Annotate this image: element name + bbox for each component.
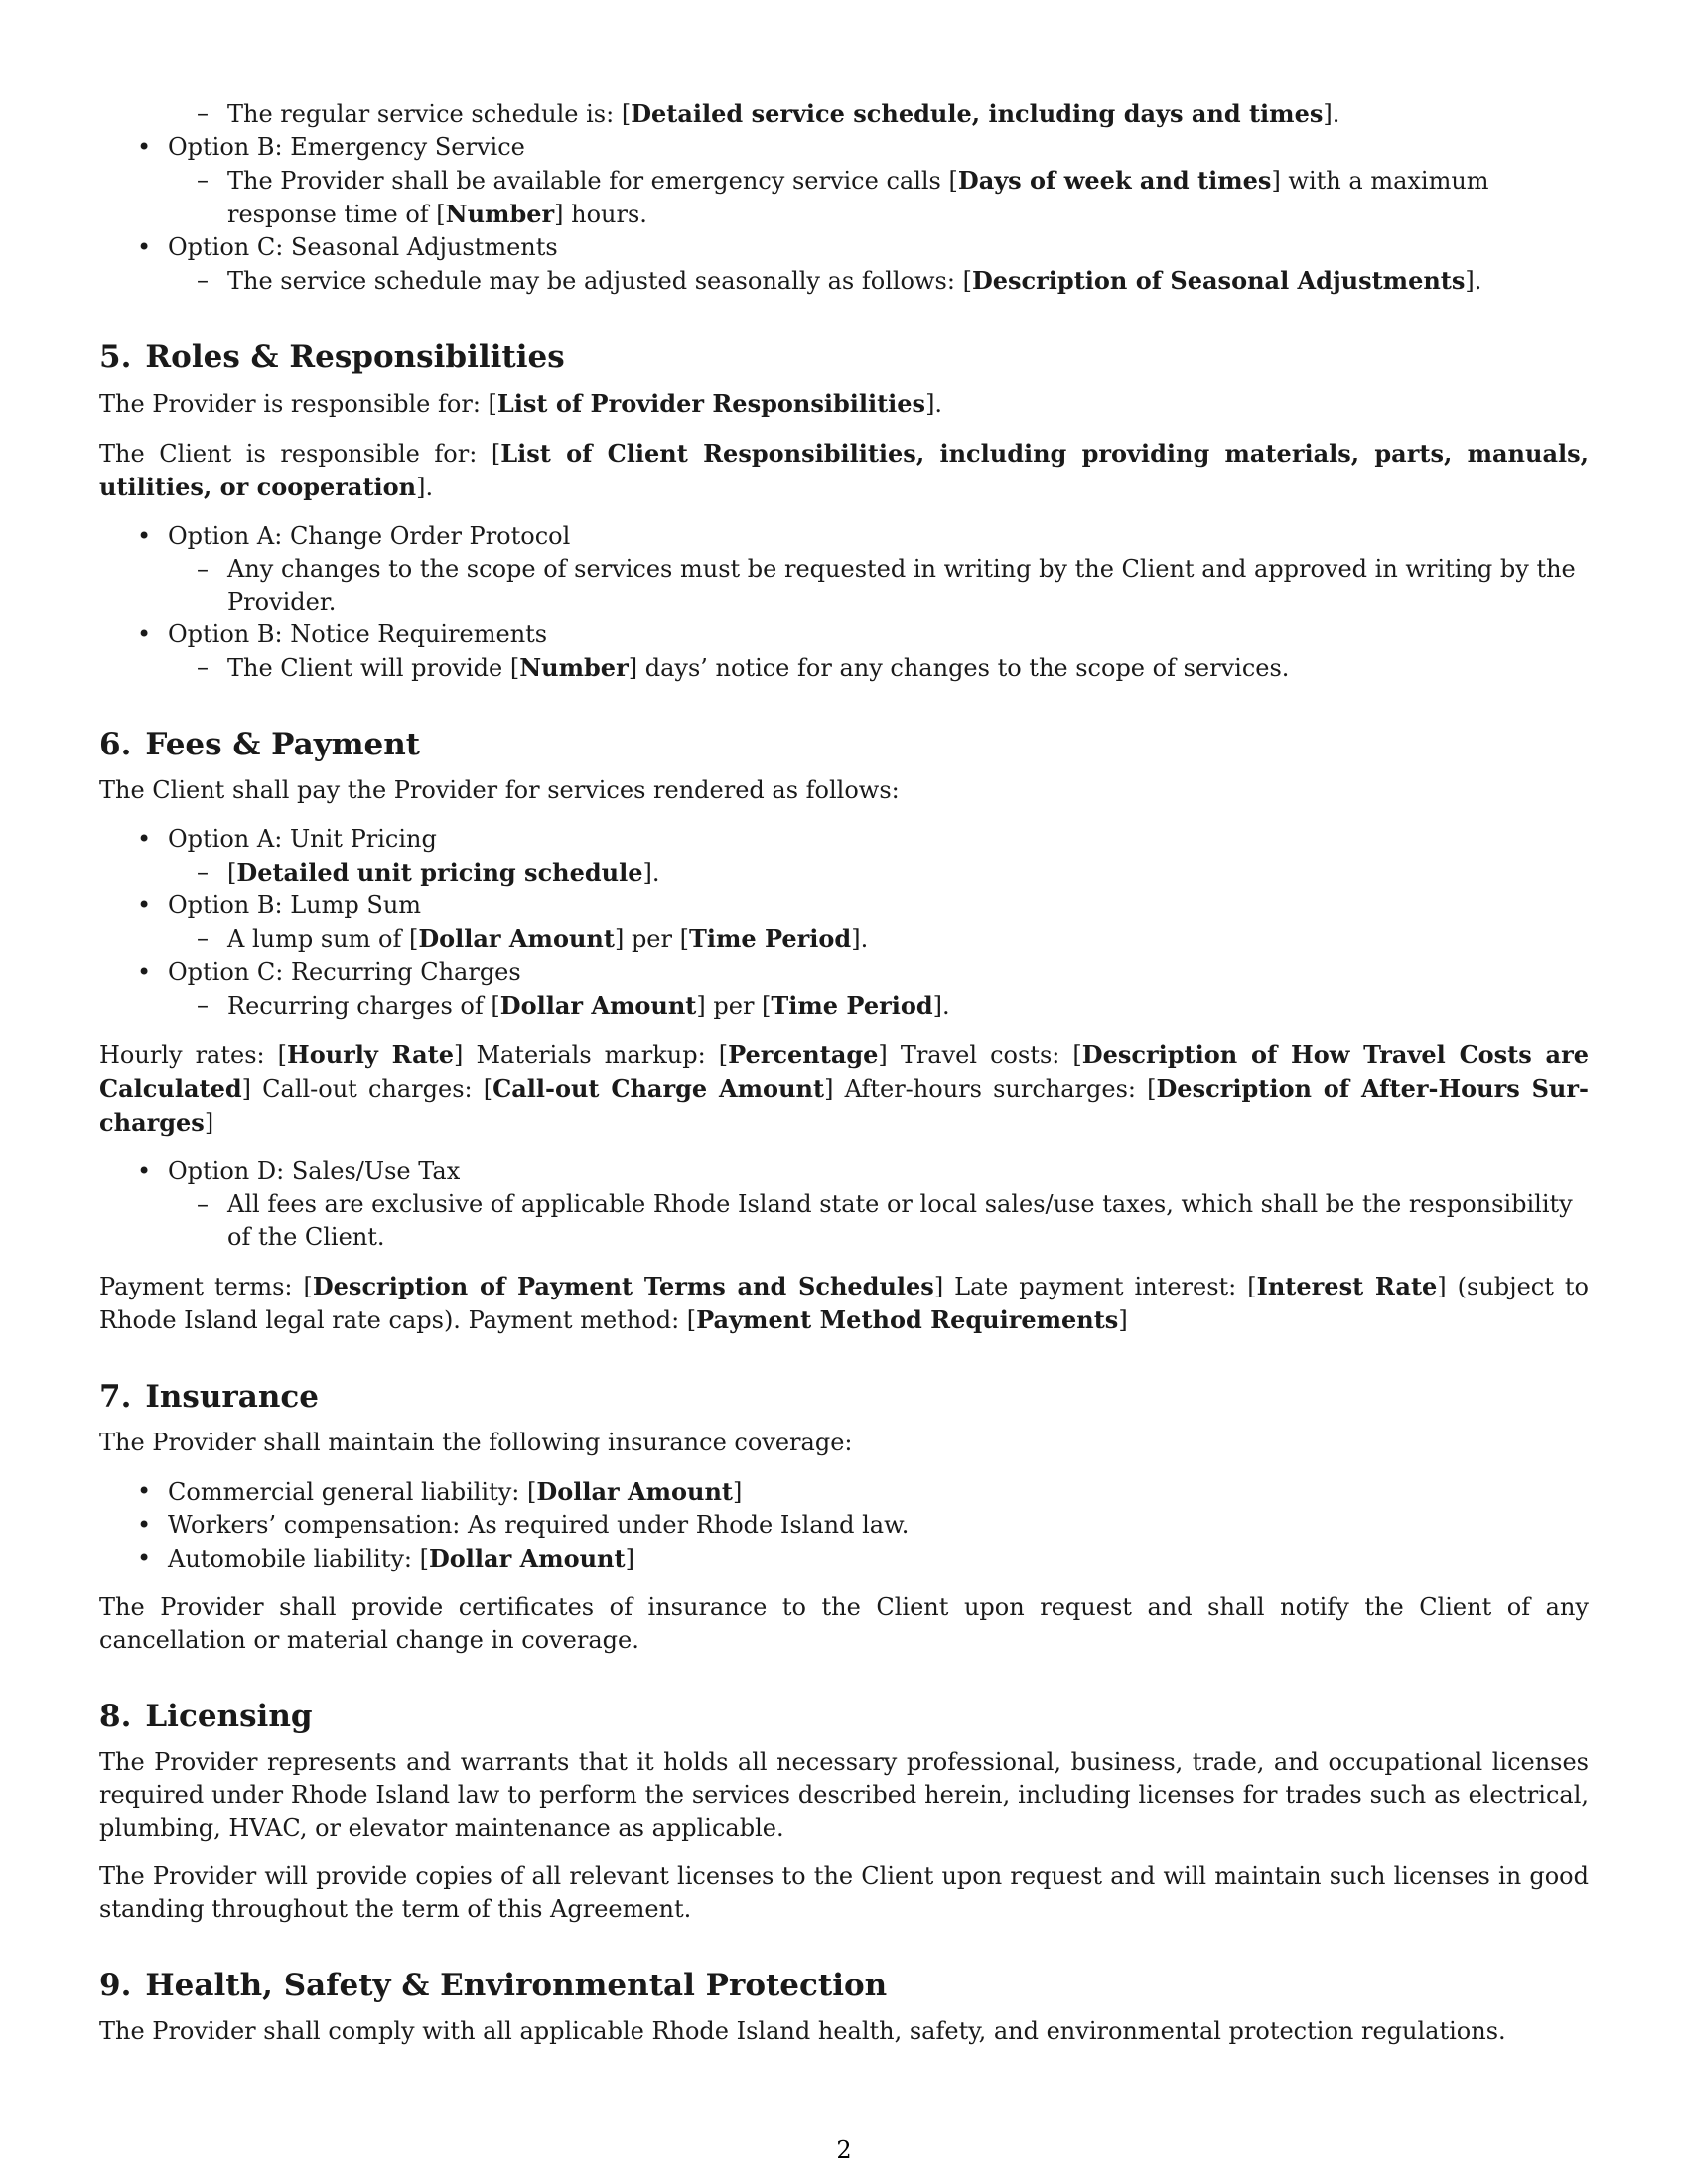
list-item <box>99 97 1589 131</box>
list-item <box>99 823 1589 889</box>
list-item: – All fees are exclusive of applicable Rhode Island state or local sales/use taxes, which shall be the responsibility of the Client. <box>168 1188 1589 1254</box>
placeholder-field: Hourly Rate <box>287 1040 455 1069</box>
paragraph: The Provider shall comply with all applicable Rhode Island health, safety, and environmental protection regulations. <box>99 2017 1506 2045</box>
section-title: Health, Safety & Environmental Protection <box>145 1968 888 2003</box>
option-label: Option A: Change Order Protocol <box>168 522 571 550</box>
section-number: 6. <box>99 727 132 762</box>
option-label: Option A: Unit Pricing <box>168 825 437 853</box>
placeholder-field: Interest Rate <box>1256 1272 1438 1300</box>
section-number: 5. <box>99 340 132 375</box>
placeholder-field: Dollar Amount <box>428 1544 626 1572</box>
paragraph: The Provider is responsible for: [List of Provider Responsibilities]. <box>99 389 943 418</box>
placeholder-field: Description of After-Hours Surcharges <box>99 1074 1589 1137</box>
paragraph: The Client is responsible for: [List of Client Responsibilities, including providing materials, parts, manuals, utilities, or cooperation]. <box>99 439 1589 501</box>
option-label: Option B: Lump Sum <box>168 891 422 919</box>
placeholder-field: Description of Payment Terms and Schedules <box>312 1272 934 1300</box>
option-label: Option B: Notice Requirements <box>168 620 548 648</box>
list-item <box>99 956 1589 1023</box>
list-item: • Automobile liability: [Dollar Amount] <box>99 1542 1589 1575</box>
section-heading-8 <box>99 1697 1589 1736</box>
placeholder-field: Dollar Amount <box>499 991 697 1020</box>
sublist <box>168 922 1589 956</box>
list-item: – Any changes to the scope of services must be requested in writing by the Client and approved in writing by the Provider. <box>168 553 1589 618</box>
section-title: Licensing <box>145 1699 313 1734</box>
placeholder-field: List of Provider Responsibilities <box>496 389 926 418</box>
section-heading-6 <box>99 725 1589 764</box>
placeholder-field: Time Period <box>688 924 852 953</box>
paragraph: The Client shall pay the Provider for services rendered as follows: <box>99 776 900 804</box>
placeholder-field: Days of week and times <box>957 166 1272 195</box>
paragraph: The Provider shall maintain the following insurance coverage: <box>99 1429 853 1456</box>
placeholder-field: Description of How Travel Costs are Calculated <box>99 1040 1590 1103</box>
placeholder-field: Detailed unit pricing schedule <box>236 858 643 887</box>
sublist <box>168 164 1589 231</box>
list-item <box>99 1156 1589 1254</box>
section-number: 8. <box>99 1699 132 1734</box>
placeholder-field: Description of Seasonal Adjustments <box>971 266 1466 295</box>
document-body <box>99 97 1589 2064</box>
emergency-options-list <box>99 131 1589 298</box>
option-list <box>99 520 1589 685</box>
list-item: – Recurring charges of [Dollar Amount] per [Time Period]. <box>168 989 1589 1023</box>
option-list <box>99 823 1589 1023</box>
placeholder-field: Dollar Amount <box>418 924 615 953</box>
sublist <box>168 97 1589 131</box>
list-item <box>99 889 1589 956</box>
option-list <box>99 1156 1589 1254</box>
section-number: 9. <box>99 1968 132 2003</box>
placeholder-field: Percentage <box>728 1040 879 1069</box>
option-label: Option C: Seasonal Adjustments <box>168 233 558 261</box>
schedule-options-list <box>99 97 1589 131</box>
placeholder-field: List of Client Responsibilities, including providing materials, parts, manuals, utilities, or cooperation <box>99 439 1589 501</box>
sublist <box>168 651 1589 685</box>
list-item <box>99 231 1589 298</box>
option-label: Option B: Emergency Service <box>168 133 525 161</box>
section-title: Fees & Payment <box>145 727 421 762</box>
placeholder-field: Payment Method Requirements <box>696 1305 1119 1334</box>
list-item <box>99 131 1589 231</box>
placeholder-field: Call-out Charge Amount <box>492 1074 825 1103</box>
list-item <box>99 618 1589 685</box>
paragraph: The Provider shall provide certificates of insurance to the Client upon request and shall notify the Client of any cancellation or material change in coverage. <box>99 1593 1589 1654</box>
list-item: – The regular service schedule is: [Detailed service schedule, including days and times]. <box>168 97 1589 131</box>
placeholder-field: Number <box>519 653 629 682</box>
placeholder-field: Time Period <box>771 991 933 1020</box>
payment-terms-paragraph: Payment terms: [Description of Payment Terms and Schedules] Late payment interest: [Interest Rate] (subject to Rhode Island legal rate caps). Payment method: [Payment Method Requirements] <box>99 1272 1589 1334</box>
list-item <box>99 520 1589 618</box>
sublist <box>168 856 1589 889</box>
list-item: • Commercial general liability: [Dollar Amount] <box>99 1475 1589 1509</box>
sublist <box>168 553 1589 618</box>
section-title: Insurance <box>145 1379 319 1415</box>
section-heading-7 <box>99 1377 1589 1417</box>
placeholder-field: Number <box>445 200 555 228</box>
page-number: 2 <box>836 2136 852 2164</box>
sublist <box>168 264 1589 298</box>
section-number: 7. <box>99 1379 132 1415</box>
list-item: – The Client will provide [Number] days’ notice for any changes to the scope of services. <box>168 651 1589 685</box>
sublist <box>168 1188 1589 1254</box>
paragraph: The Provider represents and warrants that it holds all necessary professional, business, trade, and occupational licenses required under Rhode Island law to perform the services described herein, including licenses for trades such as electrical, plumbing, HVAC, or elevator maintenance as applicable. <box>99 1748 1589 1842</box>
placeholder-field: Detailed service schedule, including days and times <box>631 99 1324 128</box>
placeholder-field: Dollar Amount <box>536 1477 734 1506</box>
paragraph: The Provider will provide copies of all relevant licenses to the Client upon request and will maintain such licenses in good standing throughout the term of this Agreement. <box>99 1862 1589 1923</box>
section-heading-9 <box>99 1966 1589 2005</box>
option-label: Option C: Recurring Charges <box>168 958 521 986</box>
option-label: Option D: Sales/Use Tax <box>168 1158 461 1185</box>
list-item: – A lump sum of [Dollar Amount] per [Time Period]. <box>168 922 1589 956</box>
list-item: • Workers’ compensation: As required under Rhode Island law. <box>99 1509 1589 1542</box>
section-title: Roles & Responsibilities <box>145 340 565 375</box>
sublist <box>168 989 1589 1023</box>
section-heading-5 <box>99 338 1589 377</box>
list-item: – [Detailed unit pricing schedule]. <box>168 856 1589 889</box>
insurance-list <box>99 1475 1589 1575</box>
rates-paragraph: Hourly rates: [Hourly Rate] Materials markup: [Percentage] Travel costs: [Description of How Travel Costs are Calculated] Call-out charges: [Call-out Charge Amount] After-hours surcharges: [Description of After-Hours Surcharges] <box>99 1040 1590 1137</box>
list-item: – The Provider shall be available for emergency service calls [Days of week and times] with a maximum response time of [Number] hours. <box>168 164 1589 231</box>
list-item: – The service schedule may be adjusted seasonally as follows: [Description of Seasonal Adjustments]. <box>168 264 1589 298</box>
